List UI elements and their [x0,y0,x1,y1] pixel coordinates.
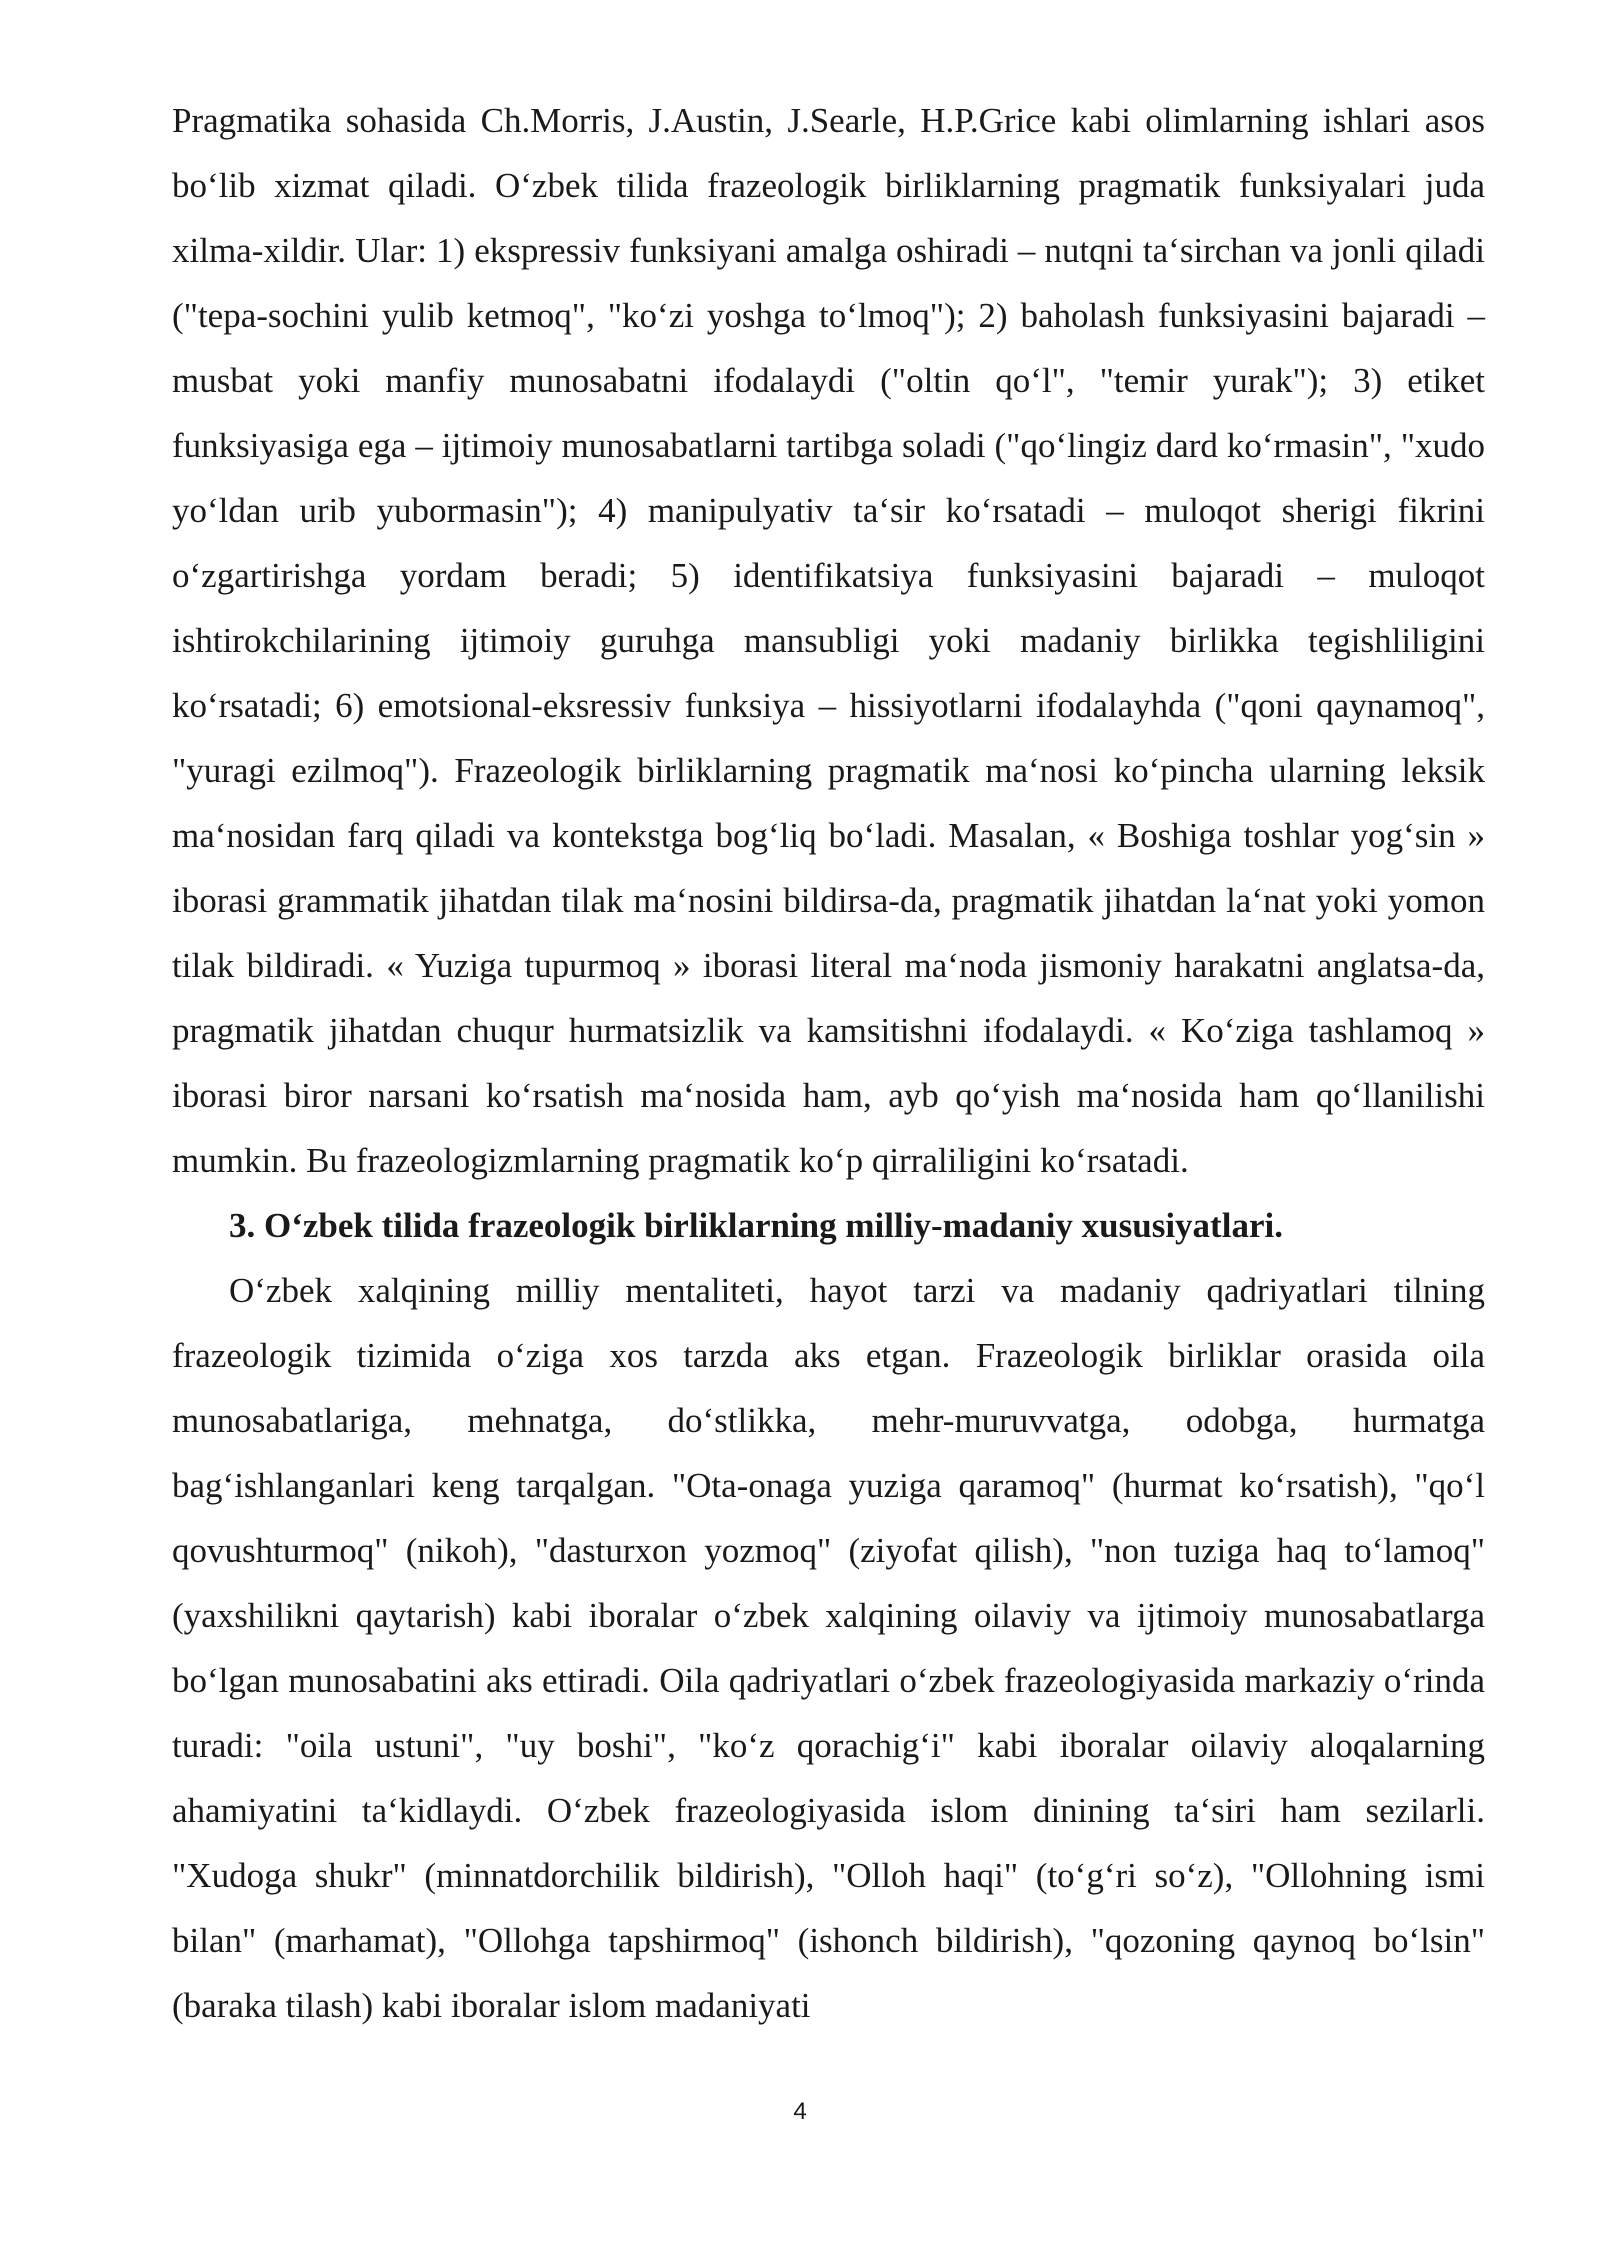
page-number: 4 [793,2098,807,2125]
body-paragraph: O‘zbek xalqining milliy mentaliteti, hayot tarzi va madaniy qadriyatlari tilning frazeologik tizimida o‘ziga xos tarzda aks etgan. Frazeologik birliklar orasida oila munosabatlariga, mehnatga, do‘stlikka, mehr-muruvvatga, odobga, hurmatga bag‘ishlanganlari keng tarqalgan. "Ota-onaga yuziga qaramoq" (hurmat ko‘rsatish), "qo‘l qovushturmoq" (nikoh), "dasturxon yozmoq" (ziyofat qilish), "non tuziga haq to‘lamoq" (yaxshilikni qaytarish) kabi iboralar o‘zbek xalqining oilaviy va ijtimoiy munosabatlarga bo‘lgan munosabatini aks ettiradi. Oila qadriyatlari o‘zbek frazeologiyasida markaziy o‘rinda turadi: "oila ustuni", "uy boshi", "ko‘z qorachig‘i" kabi iboralar oilaviy aloqalarning ahamiyatini ta‘kidlaydi. O‘zbek frazeologiyasida islom dinining ta‘siri ham sezilarli. "Xudoga shukr" (minnatdorchilik bildirish), "Olloh haqi" (to‘g‘ri so‘z), "Ollohning ismi bilan" (marhamat), "Ollohga tapshirmoq" (ishonch bildirish), "qozoning qaynoq bo‘lsin" (baraka tilash) kabi iboralar islom madaniyati [172,1271,1485,2025]
page-body [172,88,1485,2038]
section-heading: 3. O‘zbek tilida frazeologik birliklarning milliy-madaniy xususiyatlari. [229,1206,1283,1245]
body-paragraph: Pragmatika sohasida Ch.Morris, J.Austin, J.Searle, H.P.Grice kabi olimlarning ishlari asos bo‘lib xizmat qiladi. O‘zbek tilida frazeologik birliklarning pragmatik funksiyalari juda xilma-xildir. Ular: 1) ekspressiv funksiyani amalga oshiradi – nutqni ta‘sirchan va jonli qiladi ("tepa-sochini yulib ketmoq", "ko‘zi yoshga to‘lmoq"); 2) baholash funksiyasini bajaradi – musbat yoki manfiy munosabatni ifodalaydi ("oltin qo‘l", "temir yurak"); 3) etiket funksiyasiga ega – ijtimoiy munosabatlarni tartibga soladi ("qo‘lingiz dard ko‘rmasin", "xudo yo‘ldan urib yubormasin"); 4) manipulyativ ta‘sir ko‘rsatadi – muloqot sherigi fikrini o‘zgartirishga yordam beradi; 5) identifikatsiya funksiyasini bajaradi – muloqot ishtirokchilarining ijtimoiy guruhga mansubligi yoki madaniy birlikka tegishliligini ko‘rsatadi; 6) emotsional-eksressiv funksiya – hissiyotlarni ifodalayhda ("qoni qaynamoq", "yuragi ezilmoq"). Frazeologik birliklarning pragmatik ma‘nosi ko‘pincha ularning leksik ma‘nosidan farq qiladi va kontekstga bog‘liq bo‘ladi. Masalan, « Boshiga toshlar yog‘sin » iborasi grammatik jihatdan tilak ma‘nosini bildirsa-da, pragmatik jihatdan la‘nat yoki yomon tilak bildiradi. « Yuziga tupurmoq » iborasi literal ma‘noda jismoniy harakatni anglatsa-da, pragmatik jihatdan chuqur hurmatsizlik va kamsitishni ifodalaydi. « Ko‘ziga tashlamoq » iborasi biror narsani ko‘rsatish ma‘nosida ham, ayb qo‘yish ma‘nosida ham qo‘llanilishi mumkin. Bu frazeologizmlarning pragmatik ko‘p qirraliligini ko‘rsatadi. [172,101,1485,1180]
